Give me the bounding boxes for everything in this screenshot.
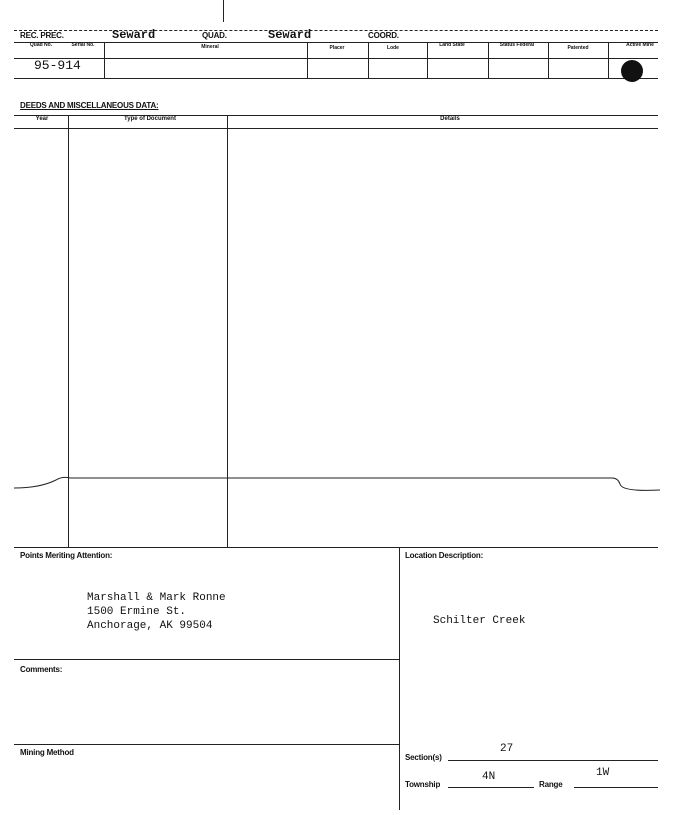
header-bottom-line [14,42,658,43]
rec-prec-label: REC. PREC. [20,31,64,40]
col-type-of-document: Type of Document [124,116,176,122]
section-underline [448,760,658,761]
quad-label: QUAD. [202,31,227,40]
range-underline [574,787,658,788]
quad-value: Seward [268,28,312,42]
col-serial-no: Serial No. [71,42,95,48]
comments-label: Comments: [20,665,63,674]
deeds-bottom-line [14,547,658,548]
deeds-header-line [14,128,658,129]
location-label: Location Description: [405,551,484,560]
col-divider-3 [368,42,369,78]
deeds-top-line [14,115,658,116]
col-year: Year [35,116,49,122]
range-value: 1W [596,767,610,779]
bottom-center-divider [399,547,400,810]
col-placer: Placer [329,45,345,51]
section-value: 27 [500,743,514,755]
mining-method-label: Mining Method [20,748,74,757]
township-label: Township [405,780,441,789]
coord-label: COORD. [368,31,399,40]
col-active-mine: Active Mine [626,42,654,48]
hole-punch-icon [621,60,643,82]
col-divider-1 [104,42,105,78]
col-patented: Patented [567,45,589,51]
col-land-state: Land State [439,42,465,48]
col-status-federal: Status Federal [499,42,535,48]
section-label: Section(s) [405,753,442,762]
top-tick [223,0,224,22]
location-value: Schilter Creek [433,615,526,627]
points-label: Points Meriting Attention: [20,551,113,560]
points-line-3: Anchorage, AK 99504 [87,620,213,632]
range-label: Range [539,780,563,789]
col-divider-2 [307,42,308,78]
points-line-2: 1500 Ermine St. [87,606,187,618]
points-line-1: Marshall & Mark Ronne [87,592,226,604]
quad-serial-value: 95-914 [34,58,81,73]
col-lode: Lode [387,45,399,51]
torn-break-line [0,470,678,500]
mining-top-line [14,744,399,745]
deeds-title: DEEDS AND MISCELLANEOUS DATA: [20,101,159,110]
col-divider-7 [608,42,609,78]
rec-prec-value: Seward [112,28,156,42]
col-divider-5 [488,42,489,78]
claim-header-line [14,58,658,59]
comments-top-line [14,659,399,660]
col-mineral: Mineral [201,44,219,50]
header-top-line [14,30,658,31]
col-divider-4 [427,42,428,78]
col-quad-no: Quad No. [29,42,53,48]
col-divider-6 [548,42,549,78]
col-details: Details [440,116,460,122]
township-underline [448,787,534,788]
township-value: 4N [482,771,496,783]
claim-bottom-line [14,78,658,79]
